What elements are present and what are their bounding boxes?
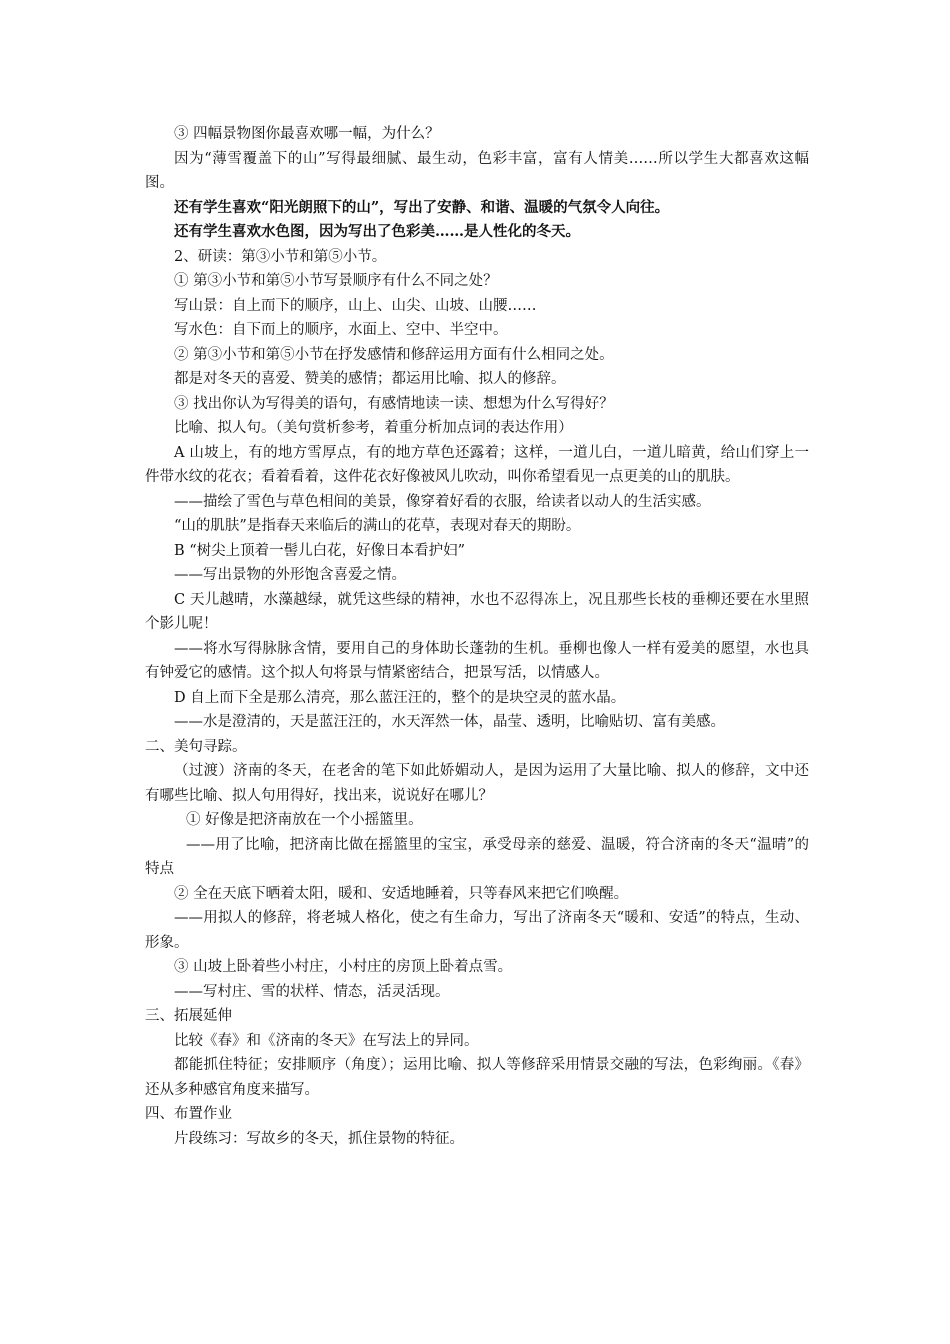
paragraph-18: C 天儿越晴，水藻越绿，就凭这些绿的精神，水也不忍得冻上，况且那些长枝的垂柳还要在水里照个影儿呢！ (145, 591, 809, 632)
paragraph-21: ——水是澄清的，天是蓝汪汪的，水天浑然一体，晶莹、透明，比喻贴切、富有美感。 (174, 714, 725, 730)
section-heading-3: 三、拓展延伸 (145, 1008, 232, 1024)
paragraph-27: ——用拟人的修辞，将老城人格化，使之有生命力，写出了济南冬天“暖和、安适”的特点，生动、形象。 (145, 910, 809, 951)
paragraph-16: B “树尖上顶着一髻儿白花，好像日本看护妇” (174, 542, 466, 559)
paragraph-7: 写山景：自上而下的顺序，山上、山尖、山坡、山腰…… (174, 297, 537, 314)
paragraph-17: ——写出景物的外形饱含喜爱之情。 (174, 567, 406, 583)
paragraph-1: ③ 四幅景物图你最喜欢哪一幅，为什么？ (174, 126, 440, 142)
section-heading-4: 四、布置作业 (145, 1106, 232, 1122)
paragraph-25: ——用了比喻，把济南比做在摇篮里的宝宝，承受母亲的慈爱、温暖，符合济南的冬天“温晴”的特点 (145, 836, 809, 877)
paragraph-9: ② 第③小节和第⑤小节在抒发感情和修辞运用方面有什么相同之处。 (174, 346, 614, 363)
paragraph-26: ② 全在天底下晒着太阳，暖和、安适地睡着，只等春风来把它们唤醒。 (174, 885, 629, 902)
paragraph-14: ——描绘了雪色与草色相间的美景，像穿着好看的衣服，给读者以动人的生活实感。 (174, 493, 711, 510)
paragraph-4: 还有学生喜欢水色图，因为写出了色彩美……是人性化的冬天。 (174, 223, 580, 240)
paragraph-32: 都能抓住特征；安排顺序（角度）；运用比喻、拟人等修辞采用情景交融的写法，色彩绚丽。《春》还从多种感官角度来描写。 (145, 1057, 809, 1098)
section-heading-2: 二、美句寻踪。 (145, 738, 247, 755)
paragraph-19: ——将水写得脉脉含情，要用自己的身体助长蓬勃的生机。垂柳也像人一样有爱美的愿望，水也具有钟爱它的感情。这个拟人句将景与情紧密结合，把景写活，以情感人。 (145, 640, 809, 681)
paragraph-2: 因为“薄雪覆盖下的山”写得最细腻、最生动，色彩丰富，富有人情美……所以学生大都喜欢这幅图。 (145, 150, 809, 191)
paragraph-28: ③ 山坡上卧着些小村庄，小村庄的房顶上卧着点雪。 (174, 959, 513, 975)
paragraph-24: ① 好像是把济南放在一个小摇篮里。 (186, 812, 423, 828)
paragraph-23: （过渡）济南的冬天，在老舍的笔下如此娇媚动人，是因为运用了大量比喻、拟人的修辞，文中还有哪些比喻、拟人句用得好，找出来，说说好在哪儿？ (145, 763, 809, 804)
paragraph-5: 2、研读：第③小节和第⑤小节。 (174, 248, 387, 265)
paragraph-8: 写水色：自下而上的顺序，水面上、空中、半空中。 (174, 322, 508, 338)
paragraph-13: A 山坡上，有的地方雪厚点，有的地方草色还露着；这样，一道儿白，一道儿暗黄，给山们穿上一件带水纹的花衣；看着看着，这件花衣好像被风儿吹动，叫你希望看见一点更美的山的肌肤。 (145, 444, 809, 485)
paragraph-34: 片段练习：写故乡的冬天，抓住景物的特征。 (174, 1130, 464, 1147)
paragraph-20: D 自上而下全是那么清亮，那么蓝汪汪的，整个的是块空灵的蓝水晶。 (174, 689, 626, 706)
paragraph-11: ③ 找出你认为写得美的语句，有感情地读一读、想想为什么写得好？ (174, 395, 614, 412)
paragraph-3: 还有学生喜欢“阳光朗照下的山”，写出了安静、和谐、温暖的气氛令人向往。 (174, 198, 670, 216)
paragraph-29: ——写村庄、雪的状样、情态，活灵活现。 (174, 983, 450, 1000)
paragraph-12: 比喻、拟人句。（美句赏析参考，着重分析加点词的表达作用） (174, 420, 573, 436)
paragraph-31: 比较《春》和《济南的冬天》在写法上的异同。 (174, 1032, 479, 1049)
document-page (145, 122, 809, 1151)
paragraph-10: 都是对冬天的喜爱、赞美的感情；都运用比喻、拟人的修辞。 (174, 371, 566, 387)
paragraph-6: ① 第③小节和第⑤小节写景顺序有什么不同之处？ (174, 273, 498, 289)
paragraph-15: “山的肌肤”是指春天来临后的满山的花草，表现对春天的期盼。 (174, 518, 581, 534)
